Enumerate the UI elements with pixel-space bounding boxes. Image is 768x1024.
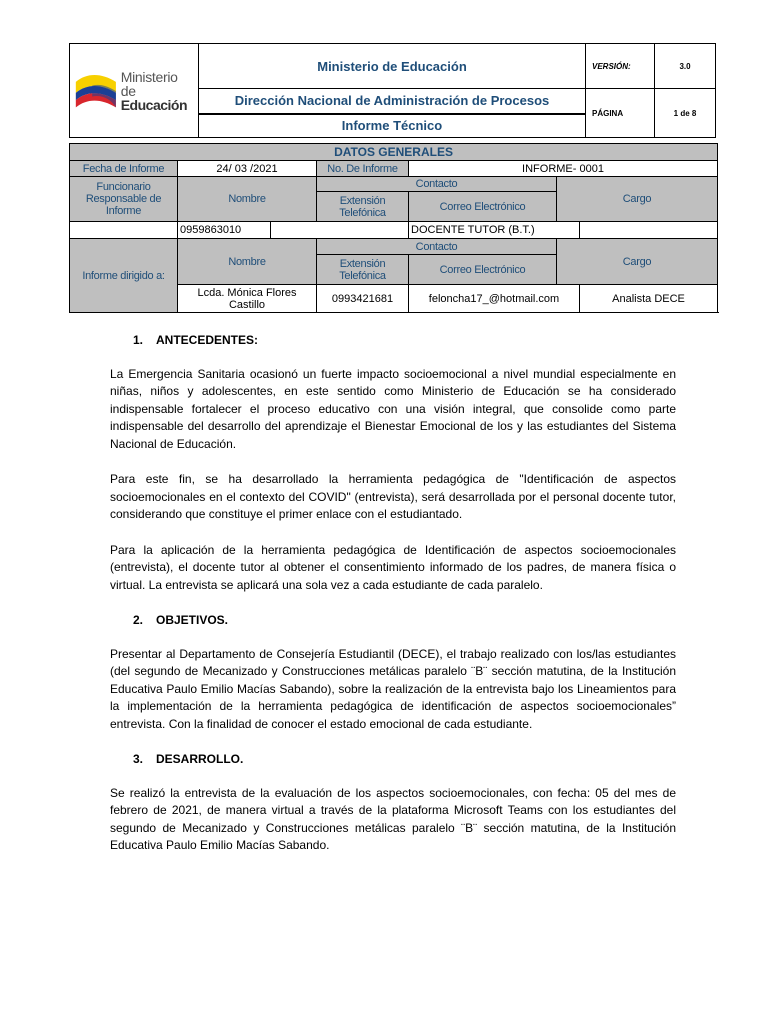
resp-cargo-header: Cargo bbox=[557, 177, 718, 222]
version-value: 3.0 bbox=[655, 44, 716, 89]
dest-contacto-header: Contacto bbox=[317, 239, 557, 255]
resp-correo-header: Correo Electrónico bbox=[409, 192, 557, 222]
logo-prefix: de bbox=[120, 82, 136, 99]
direction-title: Dirección Nacional de Administración de Procesos bbox=[199, 89, 586, 114]
objetivos-paragraph-1: Presentar al Departamento de Consejería Estudiantil (DECE), el trabajo realizado con los/las estudiantes (del segundo de Mecanizado y Construcciones metálicas paralelo ¨B¨ sección matutina, de la Institución Educativa Paulo Emilio Macías Sabando), sobre la realización de la entrevista bajo los Lineamientos para la implementación de la herramienta pedagógica de identificación de aspectos socioemocionales” entrevista. Con la finalidad de conocer el estado emocional de cada estudiante. bbox=[110, 646, 676, 731]
resp-phone: 0959863010 bbox=[178, 222, 271, 239]
section-title: OBJETIVOS. bbox=[156, 613, 229, 627]
no-informe-label: No. De Informe bbox=[317, 161, 409, 177]
page-value: 1 de 8 bbox=[655, 89, 716, 138]
section-number: 3. bbox=[133, 752, 144, 766]
section-title: DESARROLLO. bbox=[156, 752, 244, 766]
dest-nombre-value: Lcda. Mónica Flores Castillo bbox=[178, 285, 317, 313]
antecedentes-paragraph-3: Para la aplicación de la herramienta pedagógica de Identificación de aspectos socioemocionales (entrevista), el docente tutor al obtener el consentimiento informado de los padres, de manera física o virtual. La entrevista se aplicará una sola vez a cada estudiante de cada paralelo. bbox=[110, 542, 676, 592]
section-number: 1. bbox=[133, 333, 144, 347]
ministry-logo bbox=[70, 69, 198, 113]
dest-extension-header: Extensión Telefónica bbox=[317, 255, 409, 285]
resp-extension-header: Extensión Telefónica bbox=[317, 192, 409, 222]
logo-bold: Educación bbox=[120, 96, 188, 113]
no-informe-value: INFORME- 0001 bbox=[409, 161, 718, 177]
resp-contacto-header: Contacto bbox=[317, 177, 557, 192]
datos-generales-table bbox=[69, 143, 718, 313]
resp-extra-cell bbox=[580, 222, 718, 239]
section-antecedentes-heading bbox=[133, 332, 676, 350]
fecha-value: 24/ 03 /2021 bbox=[178, 161, 317, 177]
section-desarrollo-heading bbox=[133, 751, 676, 769]
fecha-label: Fecha de Informe bbox=[70, 161, 178, 177]
dest-cargo-value: Analista DECE bbox=[580, 285, 718, 313]
ecuador-flag-logo-icon bbox=[74, 69, 118, 113]
ministry-title: Ministerio de Educación bbox=[199, 44, 586, 89]
dest-phone-value: 0993421681 bbox=[317, 285, 409, 313]
dest-email-value: feloncha17_@hotmail.com bbox=[409, 285, 580, 313]
dest-nombre-header: Nombre bbox=[178, 239, 317, 285]
resp-cargo-value: DOCENTE TUTOR (B.T.) bbox=[409, 222, 580, 239]
dest-cargo-header: Cargo bbox=[557, 239, 718, 285]
logo-cell bbox=[70, 44, 199, 138]
antecedentes-paragraph-2: Para este fin, se ha desarrollado la herramienta pedagógica de "Identificación de aspectos socioemocionales en el contexto del COVID" (entrevista), será desarrollada por el personal docente tutor, considerando que constituye el primer enlace con el estudiantado. bbox=[110, 472, 676, 521]
funcionario-label: Funcionario Responsable de Informe bbox=[70, 177, 178, 222]
logo-text-line1: Ministerio bbox=[120, 68, 178, 85]
resp-extension-value bbox=[271, 222, 409, 239]
section-number: 2. bbox=[133, 613, 144, 627]
antecedentes-paragraph-1: La Emergencia Sanitaria ocasionó un fuerte impacto socioemocional a nivel mundial especialmente en niñas, niños y adolescentes, en este sentido como Ministerio de Educación se ha considerado indispensable fortalecer el proceso educativo con una visión integral, que consolide como parte indispensable del desarrollo del aprendizaje el Bienestar Emocional de los y las estudiantes del Sistema Nacional de Educación. bbox=[110, 366, 676, 451]
document-header bbox=[69, 43, 716, 138]
section-title: ANTECEDENTES: bbox=[156, 333, 259, 347]
resp-nombre-header: Nombre bbox=[178, 177, 317, 222]
version-label: VERSIÓN: bbox=[586, 44, 655, 89]
report-type-title: Informe Técnico bbox=[199, 114, 586, 138]
dest-correo-header: Correo Electrónico bbox=[409, 255, 557, 285]
logo-text-line2 bbox=[121, 84, 198, 112]
datos-generales-title: DATOS GENERALES bbox=[70, 144, 718, 161]
section-objetivos-heading bbox=[133, 612, 676, 630]
resp-blank-cell bbox=[70, 222, 178, 239]
report-body bbox=[110, 332, 676, 873]
dirigido-label: Informe dirigido a: bbox=[70, 239, 178, 313]
desarrollo-paragraph-1: Se realizó la entrevista de la evaluación de los aspectos socioemocionales, con fecha: 05 del mes de febrero de 2021, de manera virtual a través de la plataforma Microsoft Teams con los estudiantes del segundo de Mecanizado y Construcciones metálicas paralelo ¨B¨ sección matutina, de la Institución Educativa Paulo Emilio Macías Sabando. bbox=[110, 785, 676, 852]
page-label: PÁGINA bbox=[586, 89, 655, 138]
